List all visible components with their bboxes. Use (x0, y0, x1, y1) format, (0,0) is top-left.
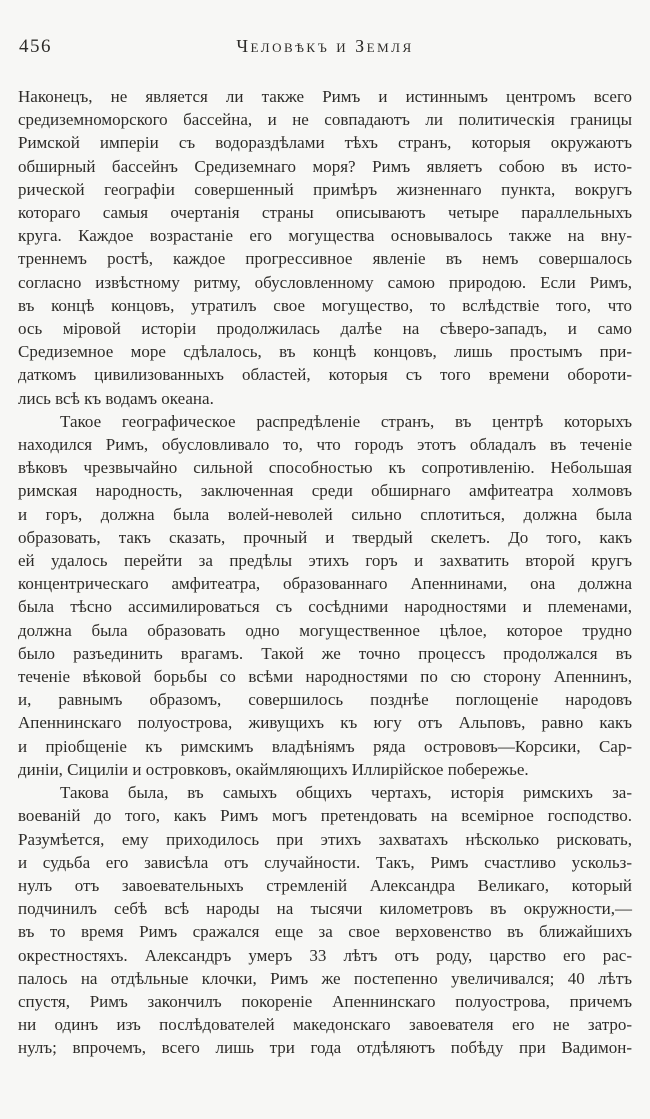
text-line: средиземноморского бассейна, и не совпадаютъ ли политическія границы (18, 110, 632, 130)
text-line: треннемъ ростѣ, каждое прогрессивное явленіе въ немъ совершалось (18, 249, 632, 269)
text-line: нулъ отъ завоевательныхъ стремленій Александра Великаго, который (18, 875, 632, 895)
text-line: Римской имперіи съ водораздѣлами тѣхъ странъ, которыя окружаютъ (18, 133, 632, 153)
text-line: должна была образовать одно могущественное цѣлое, которое трудно (18, 620, 632, 640)
text-line: и пріобщеніе къ римскимъ владѣніямъ ряда острововъ—Корсики, Сар- (18, 736, 632, 756)
text-line: и горъ, должна была волей-неволей сильно сплотиться, должна была (18, 504, 632, 524)
text-line: ни одинъ изъ послѣдователей македонскаго завоевателя его не затро- (18, 1015, 632, 1035)
text-line: диніи, Сициліи и островковъ, окаймляющихъ Иллирійское побережье. (18, 759, 529, 779)
paragraph (18, 781, 632, 1059)
text-line: въ то время Римъ сражался еще за свое верховенство въ ближайшихъ (18, 922, 632, 942)
text-line: римская народность, заключенная среди обширнаго амфитеатра холмовъ (18, 481, 632, 501)
text-line: лись всѣ къ водамъ океана. (18, 388, 214, 408)
text-line: и судьба его зависѣла отъ случайности. Такъ, Римъ счастливо ускольз- (18, 852, 632, 872)
page-text (18, 85, 632, 1060)
text-line: спустя, Римъ закончилъ покореніе Апеннинскаго полуострова, причемъ (18, 991, 632, 1011)
text-line: концентрическаго амфитеатра, образованнаго Апеннинами, она должна (18, 574, 632, 594)
page-number: 456 (19, 36, 52, 57)
text-line: Апеннинскаго полуострова, живущихъ къ югу отъ Альповъ, равно какъ (18, 713, 632, 733)
text-line: вѣковъ чрезвычайно сильной способностью къ сопротивленію. Небольшая (18, 458, 632, 478)
text-line: круга. Каждое возрастаніе его могущества основывалось также на вну- (18, 226, 632, 246)
text-line: образовать, такъ сказать, прочный и твердый скелетъ. До того, какъ (18, 527, 632, 547)
text-line: въ концѣ концовъ, утратилъ свое могущество, то вслѣдствіе того, что (18, 295, 632, 315)
paragraph (18, 410, 632, 781)
text-line: была тѣсно ассимилироваться съ сосѣдними народностями и племенами, (18, 597, 632, 617)
text-line: палось на отдѣльные клочки, Римъ же постепенно увеличивался; 40 лѣтъ (18, 968, 632, 988)
text-line: даткомъ цивилизованныхъ областей, которыя съ того времени обороти- (18, 365, 632, 385)
text-line: Средиземное море сдѣлалось, въ концѣ концовъ, лишь простымъ при- (18, 342, 632, 362)
text-line: подчинилъ себѣ всѣ народы на тысячи километровъ въ окружности,— (18, 899, 632, 919)
text-line: Наконецъ, не является ли также Римъ и истиннымъ центромъ всего (18, 87, 632, 106)
book-page (0, 36, 650, 1119)
text-line: воеваній до того, какъ Римъ могъ претендовать на всемірное господство. (18, 806, 632, 826)
text-line: котораго самыя очертанія страны описываютъ четыре параллельныхъ (18, 203, 632, 223)
text-line: было разъединить врагамъ. Такой же точно процессъ продолжался въ (18, 643, 632, 663)
text-line: Такое географическое распредѣленіе странъ, въ центрѣ которыхъ (60, 411, 632, 431)
paragraph (18, 85, 632, 410)
text-line: Разумѣется, ему приходилось при этихъ захватахъ нѣсколько рисковать, (18, 829, 632, 849)
text-line: нулъ; впрочемъ, всего лишь три года отдѣляютъ побѣду при Вадимон- (18, 1038, 632, 1058)
running-title: Человѣкъ и Земля (236, 36, 414, 56)
page-header (0, 36, 650, 62)
text-line: ось міровой исторіи продолжилась далѣе на сѣверо-западъ, и само (18, 319, 632, 339)
text-line: теченіе вѣковой борьбы со всѣми народностями по сю сторону Апеннинъ, (18, 667, 632, 687)
text-line: Такова была, въ самыхъ общихъ чертахъ, исторія римскихъ за- (60, 783, 632, 803)
text-line: окрестностяхъ. Александръ умеръ 33 лѣтъ отъ роду, царство его рас- (18, 945, 632, 965)
text-line: рической географіи совершенный примѣръ жизненнаго пункта, вокругъ (18, 179, 632, 199)
text-line: обширный бассейнъ Средиземнаго моря? Римъ являетъ собою въ исто- (18, 156, 632, 176)
text-line: согласно извѣстному ритму, обусловленному самою природою. Если Римъ, (18, 272, 632, 292)
text-line: и, равнымъ образомъ, совершилось позднѣе поглощеніе народовъ (18, 690, 632, 710)
text-line: находился Римъ, обусловливало то, что городъ этотъ обладалъ въ теченіе (18, 435, 632, 455)
text-line: ей удалось перейти за предѣлы этихъ горъ и захватить второй кругъ (18, 551, 632, 571)
